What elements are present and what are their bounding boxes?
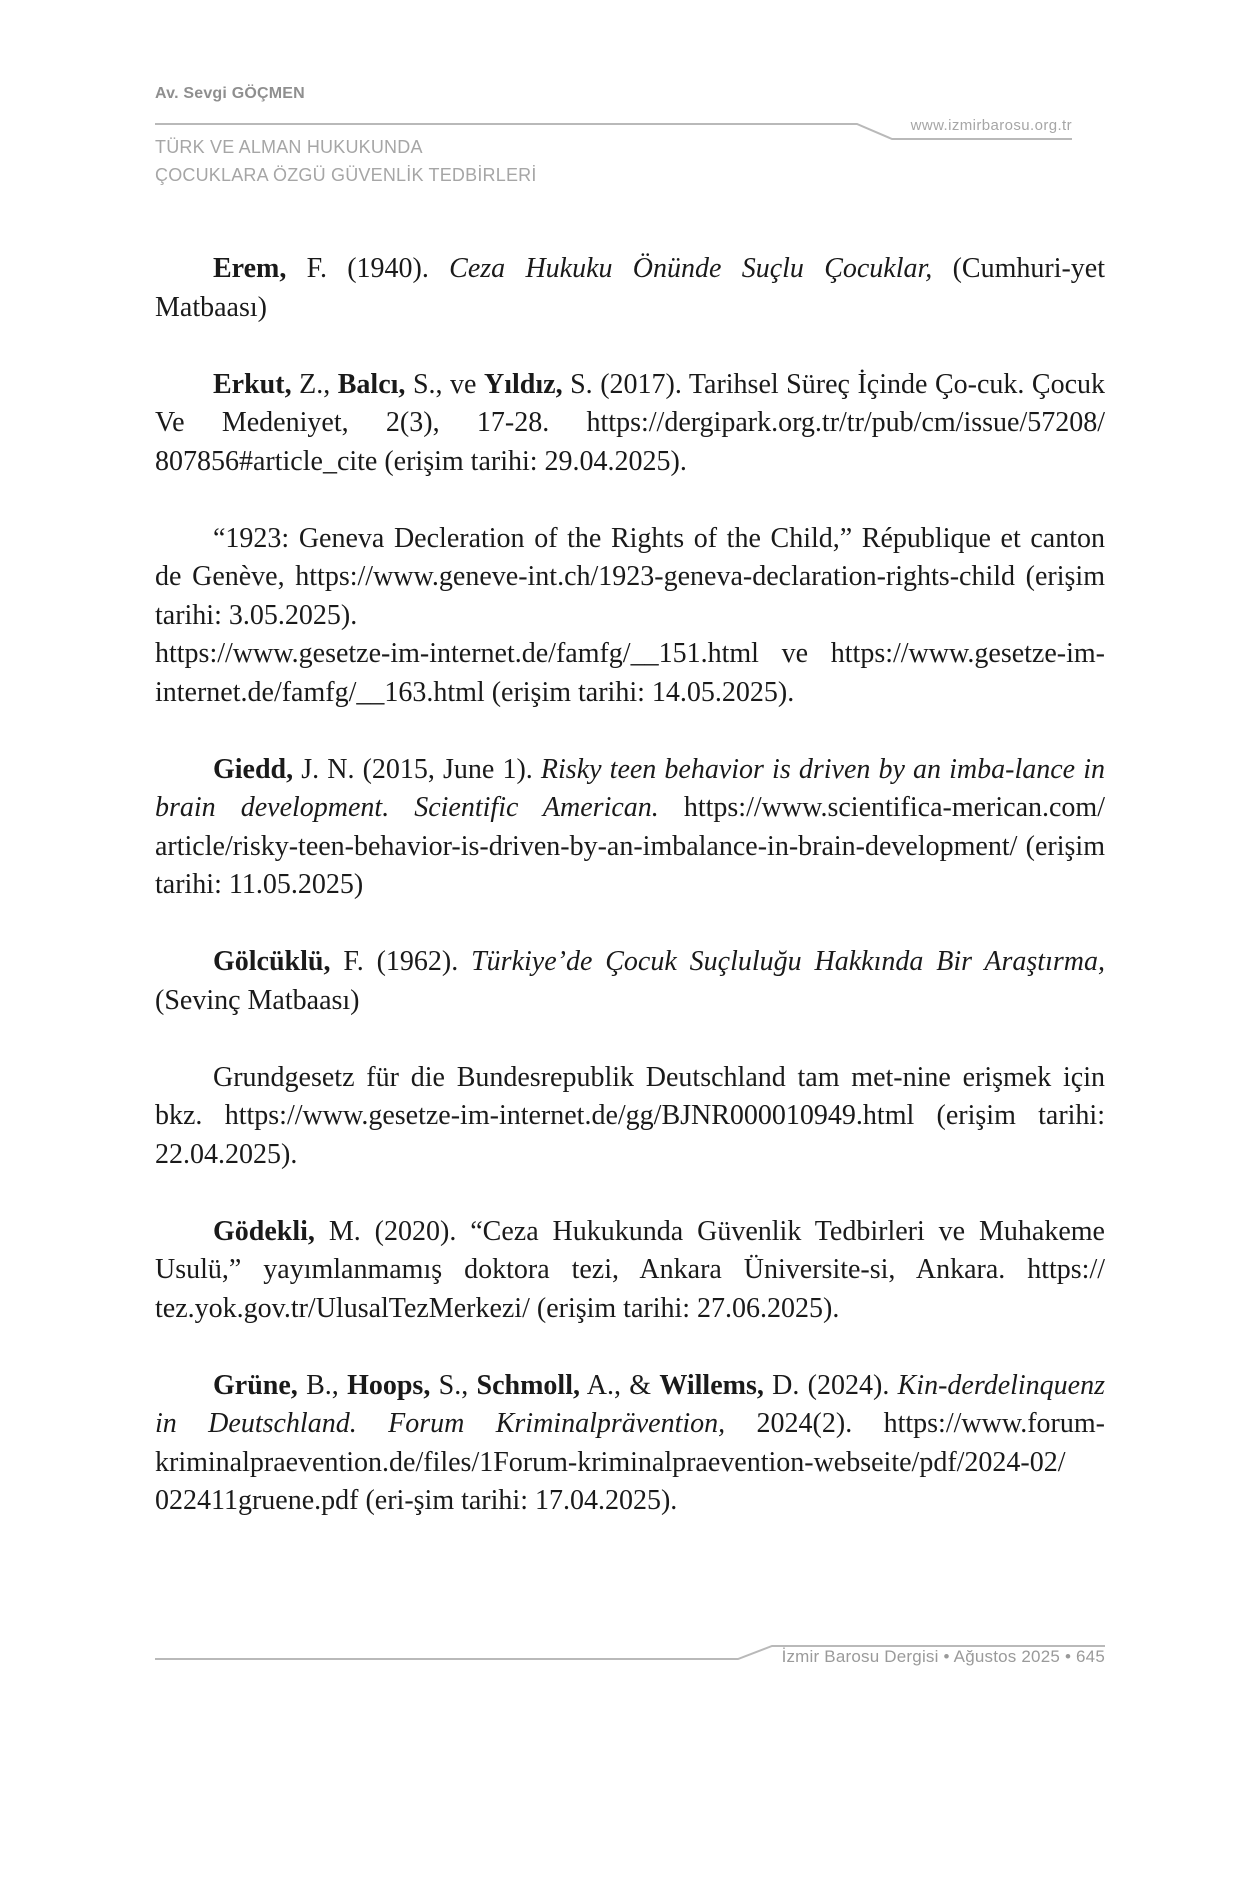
bibliography — [155, 250, 1105, 1559]
reference-entry: Erem, F. (1940). Ceza Hukuku Önünde Suçlu Çocuklar, (Cumhuri-yet Matbaası) — [155, 253, 1105, 323]
article-title-line1: TÜRK VE ALMAN HUKUKUNDA — [155, 137, 423, 157]
website-url: www.izmirbarosu.org.tr — [910, 117, 1072, 134]
author-name: Av. Sevgi GÖÇMEN — [155, 85, 305, 102]
reference-entry: Erkut, Z., Balcı, S., ve Yıldız, S. (2017). Tarihsel Süreç İçinde Ço-cuk. Çocuk Ve Medeniyet, 2(3), 17-28. https:/​/​dergipark.org.tr/​tr/​pub/​cm/​issue/​57208/​807856#article_cite (erişim tarihi: 29.04.2025). — [155, 368, 1106, 477]
reference-entry: Grundgesetz für die Bundesrepublik Deutschland tam met-nine erişmek için bkz. https:/​/​www.gesetze-im-internet.de/​gg/​BJNR000010949.html (erişim tarihi: 22.04.2025). — [155, 1061, 1105, 1170]
reference-entry: Gödekli, M. (2020). “Ceza Hukukunda Güvenlik Tedbirleri ve Muhakeme Usulü,” yayımlanmamış doktora tezi, Ankara Üniversite-si, Ankara. https:/​/​tez.yok.gov.tr/​UlusalTezMerkezi/​ (erişim tarihi: 27.06.2025). — [155, 1215, 1105, 1324]
reference-entry: “1923: Geneva Decleration of the Rights of the Child,” République et canton de Genève, https:/​/​www.geneve-int.ch/​1923-geneva-declaration-rights-child (erişim tarihi: 3.05.2025). https:/​/​www.gesetze-im-internet.de/​famfg/​__151.html ve https:/​/​www.gesetze-im-internet.de/​famfg/​__163.html (erişim tarihi: 14.05.2025). — [155, 522, 1105, 708]
reference-entry: Giedd, J. N. (2015, June 1). Risky teen behavior is driven by an imba-lance in brain development. Scientific American. https:/​/​www.scientifica-merican.com/​article/​risky-teen-behavior-is-driven-by-an-imbalance-in-brain-development/​ (erişim tarihi: 11.05.2025) — [155, 753, 1105, 900]
journal-footer-text: İzmir Barosu Dergisi • Ağustos 2025 • 645 — [781, 1647, 1105, 1666]
reference-entry: Gölcüklü, F. (1962). Türkiye’de Çocuk Suçluluğu Hakkında Bir Araştırma, (Sevinç Matbaası) — [155, 946, 1105, 1016]
article-title-line2: ÇOCUKLARA ÖZGÜ GÜVENLİK TEDBİRLERİ — [155, 165, 537, 185]
reference-entry: Grüne, B., Hoops, S., Schmoll, A., & Willems, D. (2024). Kin-derdelinquenz in Deutschland. Forum Kriminalprävention, 2024(2). https:/​/​www.forum-kriminalpraevention.de/​files/​1Forum-kriminalpraevention-webseite/​pdf/​2024-02/​022411gruene.pdf (eri-şim tarihi: 17.04.2025). — [155, 1369, 1105, 1516]
